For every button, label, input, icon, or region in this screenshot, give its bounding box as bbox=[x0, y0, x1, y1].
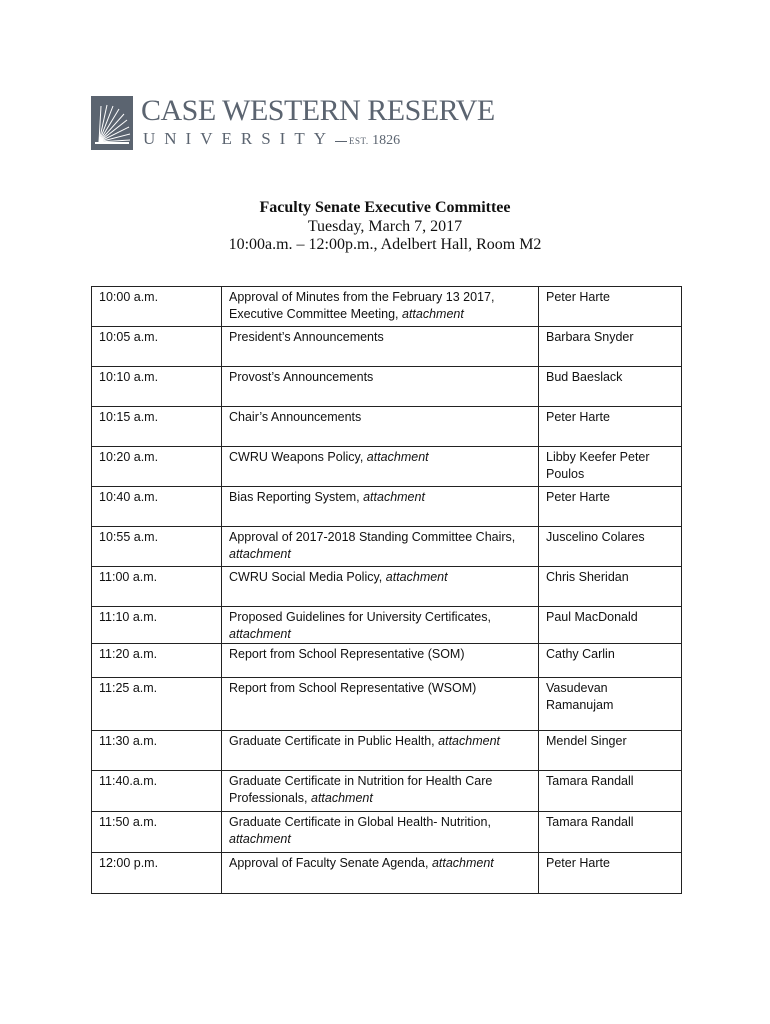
agenda-table bbox=[91, 286, 682, 894]
agenda-item-cell bbox=[222, 287, 539, 327]
logo-established bbox=[349, 133, 400, 149]
agenda-row bbox=[92, 644, 682, 678]
agenda-item-cell bbox=[222, 812, 539, 853]
agenda-item: Chair’s Announcements bbox=[229, 410, 362, 424]
agenda-item: CWRU Social Media Policy, bbox=[229, 570, 383, 584]
agenda-presenter: Peter Harte bbox=[539, 407, 682, 447]
agenda-row bbox=[92, 487, 682, 527]
agenda-presenter: Tamara Randall bbox=[539, 771, 682, 812]
agenda-row bbox=[92, 812, 682, 853]
agenda-presenter: Peter Harte bbox=[539, 287, 682, 327]
agenda-item: Graduate Certificate in Nutrition for Health Care Professionals, bbox=[229, 774, 493, 805]
agenda-time: 12:00 p.m. bbox=[92, 853, 222, 894]
agenda-time: 11:20 a.m. bbox=[92, 644, 222, 678]
agenda-time: 11:00 a.m. bbox=[92, 567, 222, 607]
attachment-note: attachment bbox=[438, 734, 500, 748]
agenda-row bbox=[92, 771, 682, 812]
meeting-date: Tuesday, March 7, 2017 bbox=[307, 218, 463, 235]
agenda-row bbox=[92, 853, 682, 894]
agenda-item-cell bbox=[222, 853, 539, 894]
attachment-note: attachment bbox=[402, 307, 464, 321]
agenda-time: 10:40 a.m. bbox=[92, 487, 222, 527]
agenda-time: 10:10 a.m. bbox=[92, 367, 222, 407]
agenda-time: 11:25 a.m. bbox=[92, 678, 222, 731]
agenda-row bbox=[92, 367, 682, 407]
logo-university: UNIVERSITY bbox=[143, 129, 335, 148]
agenda-time: 10:20 a.m. bbox=[92, 447, 222, 487]
agenda-row bbox=[92, 287, 682, 327]
agenda-item: Approval of Minutes from the February 13 2017, Executive Committee Meeting, bbox=[229, 290, 495, 321]
agenda-item: Report from School Representative (WSOM) bbox=[229, 681, 477, 695]
agenda-row bbox=[92, 407, 682, 447]
agenda-item-cell bbox=[222, 731, 539, 771]
agenda-item: Approval of Faculty Senate Agenda, bbox=[229, 856, 429, 870]
meeting-time-location: 10:00a.m. – 12:00p.m., Adelbert Hall, Room M2 bbox=[228, 236, 542, 253]
agenda-item: Report from School Representative (SOM) bbox=[229, 647, 465, 661]
agenda-row bbox=[92, 731, 682, 771]
agenda-item-cell bbox=[222, 607, 539, 644]
attachment-note: attachment bbox=[431, 856, 494, 870]
logo-est-label: EST. bbox=[349, 136, 369, 146]
agenda-item: Graduate Certificate in Global Health- Nutrition, bbox=[229, 815, 491, 829]
agenda-item-cell bbox=[222, 327, 539, 367]
agenda-item: CWRU Weapons Policy, bbox=[229, 450, 364, 464]
agenda-row bbox=[92, 607, 682, 644]
agenda-item: Graduate Certificate in Public Health, bbox=[229, 734, 435, 748]
agenda-item-cell bbox=[222, 644, 539, 678]
agenda-presenter: Peter Harte bbox=[539, 487, 682, 527]
agenda-time: 10:00 a.m. bbox=[92, 287, 222, 327]
agenda-presenter: Libby Keefer Peter Poulos bbox=[539, 447, 682, 487]
logo-divider bbox=[335, 141, 347, 142]
agenda-presenter: Vasudevan Ramanujam bbox=[539, 678, 682, 731]
logo-est-year: 1826 bbox=[372, 133, 401, 148]
attachment-note: attachment bbox=[363, 490, 425, 504]
agenda-item: Provost’s Announcements bbox=[229, 370, 374, 384]
agenda-item-cell bbox=[222, 487, 539, 527]
agenda-item-cell bbox=[222, 678, 539, 731]
agenda-presenter: Cathy Carlin bbox=[539, 644, 682, 678]
agenda-row bbox=[92, 567, 682, 607]
agenda-row bbox=[92, 447, 682, 487]
agenda-presenter: Mendel Singer bbox=[539, 731, 682, 771]
university-logo bbox=[91, 94, 495, 158]
agenda-time: 11:10 a.m. bbox=[92, 607, 222, 644]
agenda-item: Bias Reporting System, bbox=[229, 490, 360, 504]
agenda-item: Approval of 2017-2018 Standing Committee Chairs, bbox=[229, 530, 516, 544]
agenda-presenter: Barbara Snyder bbox=[539, 327, 682, 367]
agenda-time: 11:50 a.m. bbox=[92, 812, 222, 853]
agenda-time: 10:05 a.m. bbox=[92, 327, 222, 367]
agenda-presenter: Juscelino Colares bbox=[539, 527, 682, 567]
agenda-item-cell bbox=[222, 771, 539, 812]
agenda-time: 10:55 a.m. bbox=[92, 527, 222, 567]
attachment-note: attachment bbox=[366, 450, 429, 464]
agenda-presenter: Chris Sheridan bbox=[539, 567, 682, 607]
agenda-time: 10:15 a.m. bbox=[92, 407, 222, 447]
attachment-note: attachment bbox=[229, 627, 291, 641]
attachment-note: attachment bbox=[229, 832, 291, 846]
agenda-item-cell bbox=[222, 447, 539, 487]
agenda-row bbox=[92, 527, 682, 567]
attachment-note: attachment bbox=[385, 570, 448, 584]
attachment-note: attachment bbox=[229, 547, 291, 561]
agenda-body bbox=[92, 287, 682, 894]
agenda-time: 11:40.a.m. bbox=[92, 771, 222, 812]
agenda-item-cell bbox=[222, 367, 539, 407]
agenda-presenter: Tamara Randall bbox=[539, 812, 682, 853]
agenda-presenter: Peter Harte bbox=[539, 853, 682, 894]
agenda-item: Proposed Guidelines for University Certificates, bbox=[229, 610, 491, 624]
sunburst-emblem-icon bbox=[91, 96, 133, 150]
logo-name: CASE WESTERN RESERVE bbox=[141, 94, 495, 127]
agenda-row bbox=[92, 678, 682, 731]
agenda-item-cell bbox=[222, 567, 539, 607]
agenda-presenter: Bud Baeslack bbox=[539, 367, 682, 407]
agenda-presenter: Paul MacDonald bbox=[539, 607, 682, 644]
attachment-note: attachment bbox=[311, 791, 373, 805]
agenda-item-cell bbox=[222, 407, 539, 447]
agenda-time: 11:30 a.m. bbox=[92, 731, 222, 771]
document-title: Faculty Senate Executive Committee bbox=[259, 199, 511, 216]
agenda-item: President’s Announcements bbox=[229, 330, 384, 344]
agenda-item-cell bbox=[222, 527, 539, 567]
agenda-row bbox=[92, 327, 682, 367]
